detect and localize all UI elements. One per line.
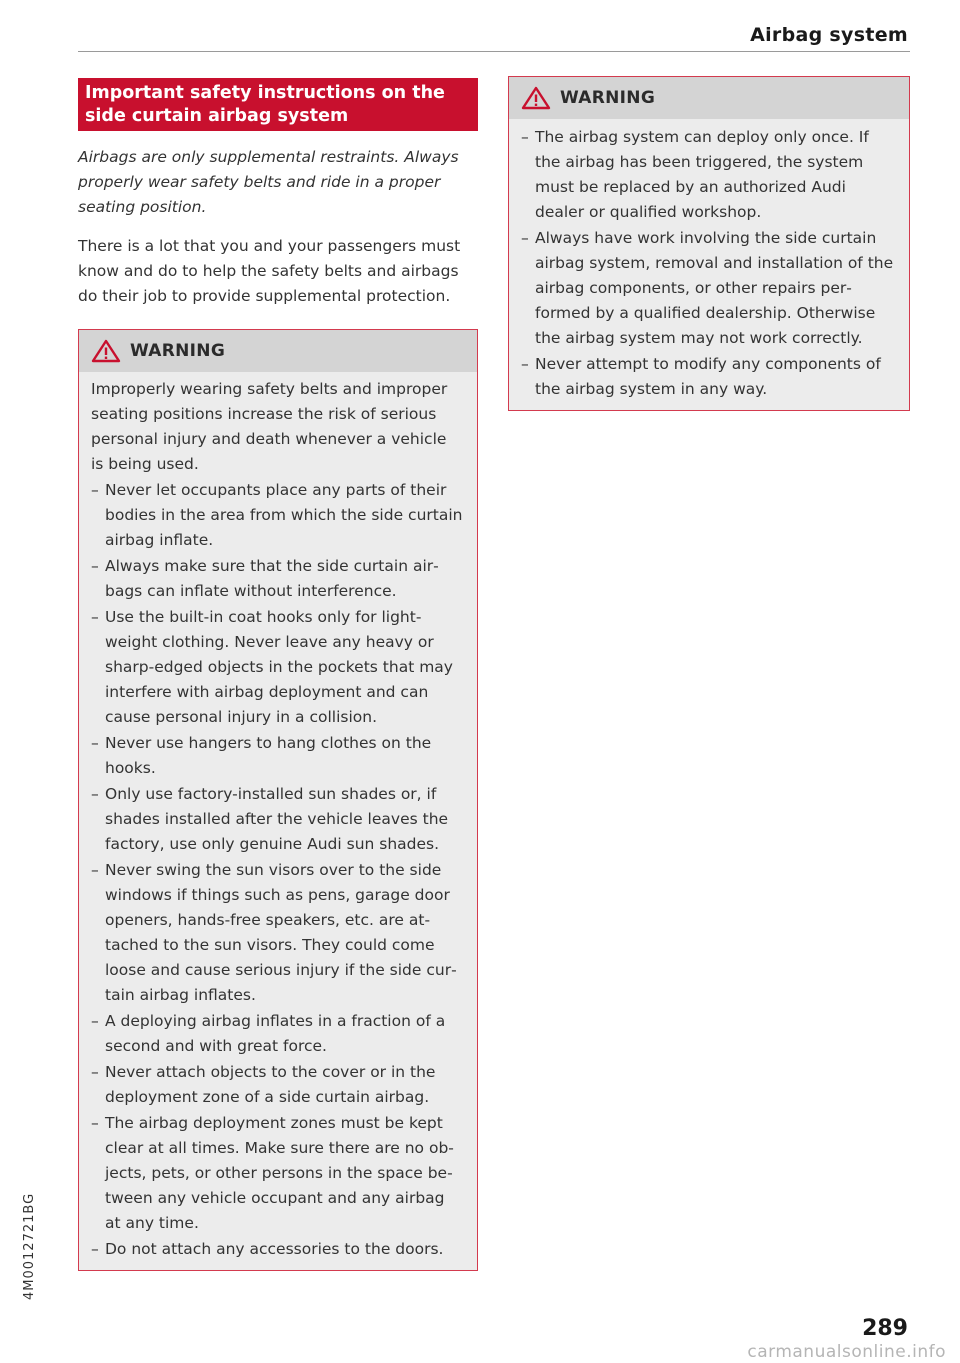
section-heading: Important safety instructions on the side curtain airbag system bbox=[78, 78, 478, 131]
warning-header bbox=[509, 77, 909, 119]
warning-label: WARNING bbox=[130, 341, 226, 361]
warning-item: – Never let occupants place any parts of their bodies in the area from which the side curtain airbag inflate. bbox=[91, 478, 463, 553]
warning-item: – Do not attach any accessories to the doors. bbox=[91, 1237, 463, 1262]
warning-item: – Always have work involving the side curtain airbag system, removal and installation of the airbag components, or other repairs performed by a qualified dealership. Otherwise the airbag system may not work correctly. bbox=[521, 226, 895, 351]
warning-item: – Never use hangers to hang clothes on the hooks. bbox=[91, 731, 463, 781]
warning-item: – Always make sure that the side curtain airbags can inflate without interference. bbox=[91, 554, 463, 604]
warning-body bbox=[509, 119, 909, 410]
warning-item: – Use the built-in coat hooks only for lightweight clothing. Never leave any heavy or sharp-edged objects in the pockets that may interfere with airbag deployment and can cause personal injury in a collision. bbox=[91, 605, 463, 730]
running-header-title: Airbag system bbox=[750, 24, 908, 46]
warning-triangle-icon bbox=[91, 339, 121, 363]
header-rule bbox=[78, 51, 910, 52]
warning-body bbox=[79, 372, 477, 1270]
right-column bbox=[508, 76, 910, 411]
page-number: 289 bbox=[862, 1316, 908, 1341]
section-body: There is a lot that you and your passengers must know and do to help the safety belts and airbags do their job to provide supplemental protection. bbox=[78, 237, 461, 305]
watermark-text: carmanualsonline.info bbox=[747, 1342, 946, 1362]
warning-label: WARNING bbox=[560, 88, 656, 108]
warning-triangle-icon bbox=[521, 86, 551, 110]
warning-item: – A deploying airbag inflates in a fraction of a second and with great force. bbox=[91, 1009, 463, 1059]
document-code: 4M0012721BG bbox=[22, 1192, 37, 1300]
warning-item: – The airbag deployment zones must be kept clear at all times. Make sure there are no objects, pets, or other persons in the space between any vehicle occupant and any airbag at any time. bbox=[91, 1111, 463, 1236]
warning-box-right bbox=[508, 76, 910, 411]
warning-item: – Never attach objects to the cover or in the deployment zone of a side curtain airbag. bbox=[91, 1060, 463, 1110]
section-intro: Airbags are only supplemental restraints. Always properly wear safety belts and ride in a proper seating position. bbox=[78, 148, 459, 216]
warning-lead: Improperly wearing safety belts and improper seating positions increase the risk of serious personal injury and death whenever a vehicle is being used. bbox=[91, 380, 448, 473]
warning-box-left bbox=[78, 329, 478, 1271]
warning-list bbox=[91, 478, 463, 1262]
warning-item: – The airbag system can deploy only once. If the airbag has been triggered, the system must be replaced by an authorized Audi dealer or qualified workshop. bbox=[521, 125, 895, 225]
left-column bbox=[78, 78, 478, 1271]
warning-header bbox=[79, 330, 477, 372]
warning-item: – Never attempt to modify any components of the airbag system in any way. bbox=[521, 352, 895, 402]
warning-item: – Never swing the sun visors over to the side windows if things such as pens, garage door openers, hands-free speakers, etc. are attached to the sun visors. They could come loose and cause serious injury if the side curtain airbag inflates. bbox=[91, 858, 463, 1008]
warning-list bbox=[521, 125, 895, 402]
warning-item: – Only use factory-installed sun shades or, if shades installed after the vehicle leaves the factory, use only genuine Audi sun shades. bbox=[91, 782, 463, 857]
